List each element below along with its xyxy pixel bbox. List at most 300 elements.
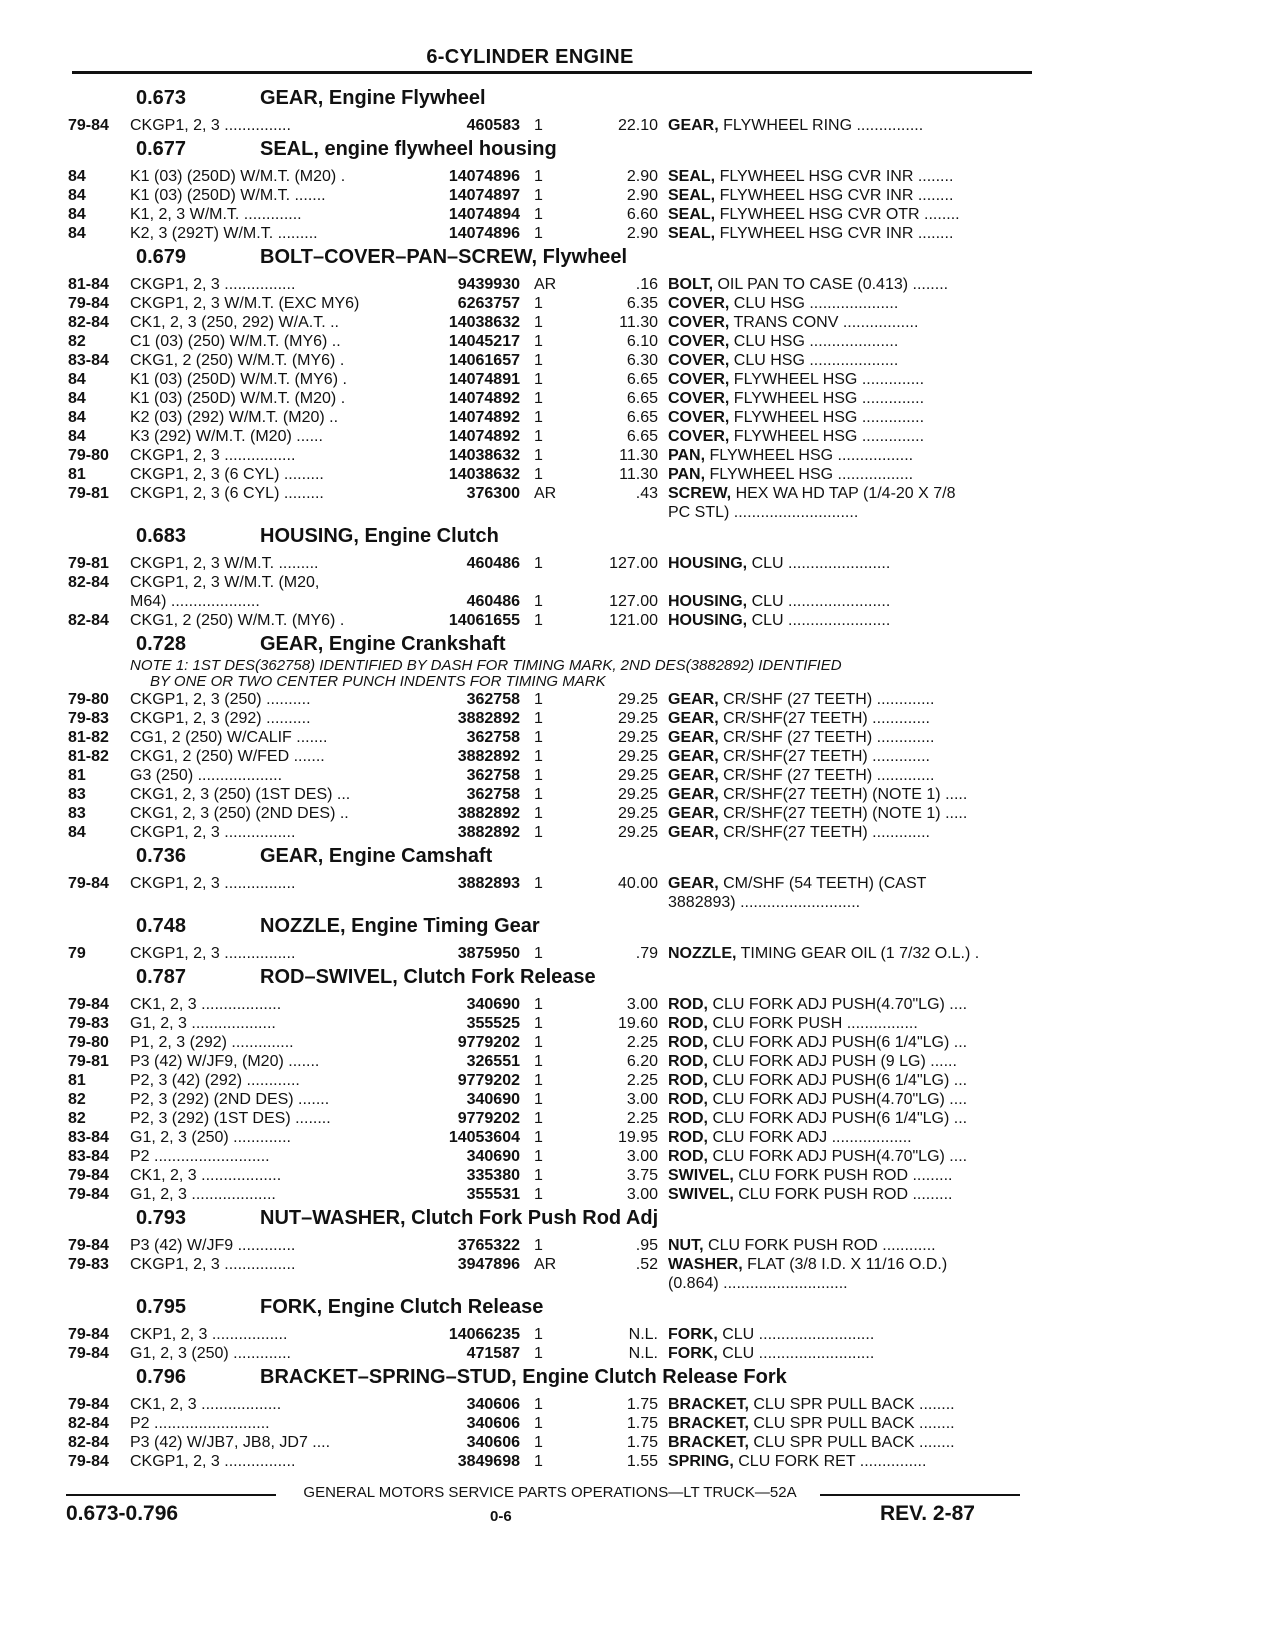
quantity: 1 bbox=[534, 1148, 543, 1165]
description bbox=[668, 874, 1034, 893]
description-detail: CLU FORK RET ............... bbox=[733, 1453, 927, 1470]
application: CKG1, 2, 3 (250) (2ND DES) .. bbox=[130, 805, 349, 822]
description-detail: FLYWHEEL HSG .............. bbox=[729, 371, 925, 388]
section-code: 0.793 bbox=[136, 1207, 187, 1229]
part-number: 14074896 bbox=[448, 168, 520, 185]
section-name: GEAR, Engine Camshaft bbox=[260, 845, 493, 867]
model-years: 81 bbox=[68, 767, 86, 784]
description-detail: CLU HSG .................... bbox=[729, 352, 899, 369]
part-number: 14074896 bbox=[448, 225, 520, 242]
description-detail: TRANS CONV ................. bbox=[729, 314, 919, 331]
description-detail: CLU FORK ADJ PUSH(6 1/4"LG) ... bbox=[708, 1034, 968, 1051]
model-years: 84 bbox=[68, 409, 86, 426]
parts-list bbox=[68, 84, 1034, 1471]
description-detail: FLYWHEEL HSG CVR INR ........ bbox=[715, 187, 954, 204]
part-number: 14061657 bbox=[448, 352, 520, 369]
model-years: 79-84 bbox=[68, 996, 109, 1013]
quantity: 1 bbox=[534, 206, 543, 223]
application: G1, 2, 3 (250) ............. bbox=[130, 1345, 291, 1362]
application: K1 (03) (250D) W/M.T. (M20) . bbox=[130, 390, 346, 407]
price: 6.35 bbox=[626, 295, 658, 312]
quantity: 1 bbox=[534, 729, 543, 746]
description-noun: BRACKET, bbox=[668, 1396, 749, 1413]
quantity: AR bbox=[534, 1256, 557, 1273]
description bbox=[668, 186, 1034, 205]
part-row bbox=[68, 1344, 1034, 1363]
part-row bbox=[68, 1185, 1034, 1204]
model-years: 84 bbox=[68, 824, 86, 841]
description-noun: BOLT, bbox=[668, 276, 714, 293]
price: 1.75 bbox=[626, 1434, 658, 1451]
part-row bbox=[68, 1109, 1034, 1128]
model-years: 84 bbox=[68, 371, 86, 388]
part-row bbox=[68, 573, 1034, 592]
model-years: 82 bbox=[68, 333, 86, 350]
description-detail: CR/SHF (27 TEETH) ............. bbox=[718, 767, 935, 784]
quantity: 1 bbox=[534, 1110, 543, 1127]
description-detail: CLU FORK ADJ PUSH(4.70"LG) .... bbox=[708, 996, 968, 1013]
part-number: 14074894 bbox=[448, 206, 520, 223]
application: P2, 3 (292) (2ND DES) ....... bbox=[130, 1091, 330, 1108]
part-row bbox=[68, 1033, 1034, 1052]
quantity: 1 bbox=[534, 1072, 543, 1089]
quantity: 1 bbox=[534, 352, 543, 369]
section-code: 0.796 bbox=[136, 1366, 187, 1388]
application: CKGP1, 2, 3 (6 CYL) ......... bbox=[130, 466, 324, 483]
description bbox=[668, 554, 1034, 573]
quantity: 1 bbox=[534, 824, 543, 841]
quantity: 1 bbox=[534, 1053, 543, 1070]
section-name: ROD–SWIVEL, Clutch Fork Release bbox=[260, 966, 596, 988]
part-row bbox=[68, 408, 1034, 427]
application: CKGP1, 2, 3 (6 CYL) ......... bbox=[130, 485, 324, 502]
description-detail: FLAT (3/8 I.D. X 11/16 O.D.) bbox=[742, 1256, 948, 1273]
description-noun: PAN, bbox=[668, 466, 706, 483]
section-code: 0.748 bbox=[136, 915, 187, 937]
section-header bbox=[68, 1296, 1034, 1321]
application: M64) .................... bbox=[130, 593, 260, 610]
application: P2 .......................... bbox=[130, 1415, 270, 1432]
quantity: 1 bbox=[534, 466, 543, 483]
description-noun: FORK, bbox=[668, 1345, 718, 1362]
description-noun: SWIVEL, bbox=[668, 1167, 734, 1184]
description-noun: ROD, bbox=[668, 1148, 708, 1165]
description-noun: SPRING, bbox=[668, 1453, 734, 1470]
footer-divider-right bbox=[820, 1494, 1020, 1496]
description-noun: SCREW, bbox=[668, 485, 732, 502]
part-number: 3849698 bbox=[457, 1453, 520, 1470]
part-number: 3947896 bbox=[457, 1256, 520, 1273]
model-years: 84 bbox=[68, 390, 86, 407]
price: 11.30 bbox=[619, 447, 658, 464]
description bbox=[668, 332, 1034, 351]
description-detail: FLYWHEEL HSG CVR OTR ........ bbox=[715, 206, 960, 223]
description bbox=[668, 611, 1034, 630]
description-noun: COVER, bbox=[668, 390, 730, 407]
price: .52 bbox=[635, 1256, 658, 1273]
part-row bbox=[68, 1071, 1034, 1090]
description-detail: CLU ....................... bbox=[747, 612, 891, 629]
description-noun: ROD, bbox=[668, 1053, 708, 1070]
description-noun: PAN, bbox=[668, 447, 706, 464]
part-row bbox=[68, 1090, 1034, 1109]
description-noun: SWIVEL, bbox=[668, 1186, 734, 1203]
part-row bbox=[68, 944, 1034, 963]
application: P3 (42) W/JF9, (M20) ....... bbox=[130, 1053, 320, 1070]
note-line: NOTE 1: 1ST DES(362758) IDENTIFIED BY DASH FOR TIMING MARK, 2ND DES(3882892) IDENTIFIED bbox=[130, 657, 842, 674]
description bbox=[668, 167, 1034, 186]
application: CKGP1, 2, 3 W/M.T. (M20, bbox=[130, 574, 320, 591]
model-years: 79-80 bbox=[68, 447, 109, 464]
model-years: 84 bbox=[68, 206, 86, 223]
price: 11.30 bbox=[619, 466, 658, 483]
part-number: 9779202 bbox=[457, 1110, 520, 1127]
description-detail: CR/SHF(27 TEETH) (NOTE 1) ..... bbox=[718, 786, 968, 803]
part-row bbox=[68, 224, 1034, 243]
application: CKG1, 2 (250) W/M.T. (MY6) . bbox=[130, 612, 345, 629]
description bbox=[668, 747, 1034, 766]
description bbox=[668, 1109, 1034, 1128]
section-name: NOZZLE, Engine Timing Gear bbox=[260, 915, 540, 937]
description-noun: WASHER, bbox=[668, 1256, 743, 1273]
model-years: 79-84 bbox=[68, 1396, 109, 1413]
description bbox=[668, 995, 1034, 1014]
description bbox=[668, 1433, 1034, 1452]
description-detail: CR/SHF (27 TEETH) ............. bbox=[718, 729, 935, 746]
part-row bbox=[68, 275, 1034, 294]
model-years: 82-84 bbox=[68, 314, 109, 331]
application: CK1, 2, 3 .................. bbox=[130, 996, 282, 1013]
description-noun: COVER, bbox=[668, 409, 730, 426]
description-detail: FLYWHEEL HSG CVR INR ........ bbox=[715, 225, 954, 242]
description bbox=[668, 446, 1034, 465]
model-years: 79-84 bbox=[68, 117, 109, 134]
part-number: 14074897 bbox=[448, 187, 520, 204]
description bbox=[668, 370, 1034, 389]
description-detail: CLU FORK ADJ PUSH(6 1/4"LG) ... bbox=[708, 1072, 968, 1089]
description-detail: CLU FORK ADJ PUSH(6 1/4"LG) ... bbox=[708, 1110, 968, 1127]
part-row-continuation bbox=[68, 893, 1034, 912]
quantity: 1 bbox=[534, 1326, 543, 1343]
description-noun: SEAL, bbox=[668, 187, 716, 204]
description bbox=[668, 1014, 1034, 1033]
model-years: 79-84 bbox=[68, 1237, 109, 1254]
description-detail: FLYWHEEL HSG ................. bbox=[705, 466, 914, 483]
model-years: 82 bbox=[68, 1091, 86, 1108]
price: 1.75 bbox=[626, 1415, 658, 1432]
quantity: 1 bbox=[534, 371, 543, 388]
price: 127.00 bbox=[609, 593, 658, 610]
part-number: 460583 bbox=[466, 117, 520, 134]
part-row-continuation bbox=[68, 503, 1034, 522]
part-row bbox=[68, 446, 1034, 465]
description-detail: OIL PAN TO CASE (0.413) ........ bbox=[713, 276, 949, 293]
part-row bbox=[68, 874, 1034, 893]
application: CKGP1, 2, 3 (292) .......... bbox=[130, 710, 311, 727]
description-detail: TIMING GEAR OIL (1 7/32 O.L.) . bbox=[736, 945, 980, 962]
quantity: 1 bbox=[534, 805, 543, 822]
part-row bbox=[68, 728, 1034, 747]
description-noun: GEAR, bbox=[668, 748, 719, 765]
part-number: 460486 bbox=[466, 593, 520, 610]
application: CKG1, 2 (250) W/M.T. (MY6) . bbox=[130, 352, 345, 369]
section-header bbox=[68, 1207, 1034, 1232]
application: G1, 2, 3 ................... bbox=[130, 1015, 276, 1032]
model-years: 79-83 bbox=[68, 1015, 109, 1032]
description-detail: FLYWHEEL HSG .............. bbox=[729, 390, 925, 407]
price: 29.25 bbox=[617, 786, 658, 803]
part-row bbox=[68, 995, 1034, 1014]
quantity: 1 bbox=[534, 447, 543, 464]
model-years: 83-84 bbox=[68, 1129, 109, 1146]
model-years: 81-82 bbox=[68, 748, 109, 765]
description-noun: HOUSING, bbox=[668, 555, 748, 572]
description-detail: CLU HSG .................... bbox=[729, 333, 899, 350]
model-years: 79-81 bbox=[68, 555, 109, 572]
price: 3.00 bbox=[626, 1186, 658, 1203]
model-years: 79-84 bbox=[68, 1186, 109, 1203]
price: 1.55 bbox=[626, 1453, 658, 1470]
quantity: 1 bbox=[534, 187, 543, 204]
quantity: 1 bbox=[534, 428, 543, 445]
quantity: 1 bbox=[534, 1453, 543, 1470]
quantity: 1 bbox=[534, 555, 543, 572]
description-noun: ROD, bbox=[668, 1091, 708, 1108]
application: CKGP1, 2, 3 ................ bbox=[130, 1256, 296, 1273]
description bbox=[668, 1185, 1034, 1204]
price: 127.00 bbox=[609, 555, 658, 572]
part-number: 14066235 bbox=[448, 1326, 520, 1343]
description-continuation: 3882893) ........................... bbox=[668, 894, 861, 911]
price: 19.60 bbox=[617, 1015, 658, 1032]
quantity: 1 bbox=[534, 295, 543, 312]
description-detail: CLU FORK ADJ PUSH(4.70"LG) .... bbox=[708, 1148, 968, 1165]
price: 2.90 bbox=[626, 168, 658, 185]
description-noun: COVER, bbox=[668, 314, 730, 331]
quantity: 1 bbox=[534, 1034, 543, 1051]
description-detail: CLU .......................... bbox=[717, 1345, 875, 1362]
application: K1 (03) (250D) W/M.T. ....... bbox=[130, 187, 326, 204]
part-row bbox=[68, 592, 1034, 611]
part-number: 3882892 bbox=[457, 824, 520, 841]
part-row-continuation bbox=[68, 1274, 1034, 1293]
description-noun: GEAR, bbox=[668, 875, 719, 892]
price: .79 bbox=[635, 945, 658, 962]
model-years: 79-81 bbox=[68, 485, 109, 502]
price: 2.25 bbox=[626, 1110, 658, 1127]
footer-publisher: GENERAL MOTORS SERVICE PARTS OPERATIONS—LT TRUCK—52A bbox=[303, 1484, 797, 1501]
application: P3 (42) W/JB7, JB8, JD7 .... bbox=[130, 1434, 331, 1451]
quantity: 1 bbox=[534, 1091, 543, 1108]
part-number: 14074892 bbox=[448, 428, 520, 445]
description-noun: FORK, bbox=[668, 1326, 718, 1343]
part-row bbox=[68, 205, 1034, 224]
description-detail: CR/SHF(27 TEETH) ............. bbox=[718, 824, 930, 841]
part-number: 355525 bbox=[466, 1015, 520, 1032]
description-noun: GEAR, bbox=[668, 117, 719, 134]
quantity: 1 bbox=[534, 612, 543, 629]
description bbox=[668, 785, 1034, 804]
model-years: 79-84 bbox=[68, 1167, 109, 1184]
description-noun: COVER, bbox=[668, 352, 730, 369]
model-years: 83 bbox=[68, 786, 86, 803]
part-number: 14038632 bbox=[448, 314, 520, 331]
description-noun: GEAR, bbox=[668, 786, 719, 803]
header-divider bbox=[72, 71, 1032, 74]
application: CKGP1, 2, 3 ................ bbox=[130, 276, 296, 293]
description-noun: SEAL, bbox=[668, 206, 716, 223]
part-row bbox=[68, 1452, 1034, 1471]
quantity: 1 bbox=[534, 117, 543, 134]
part-row bbox=[68, 766, 1034, 785]
description-noun: ROD, bbox=[668, 1072, 708, 1089]
part-row bbox=[68, 1014, 1034, 1033]
quantity: 1 bbox=[534, 168, 543, 185]
part-number: 340690 bbox=[466, 1091, 520, 1108]
price: N.L. bbox=[628, 1326, 658, 1343]
description-detail: CLU ....................... bbox=[747, 593, 891, 610]
description-detail: FLYWHEEL HSG ................. bbox=[705, 447, 914, 464]
price: 1.75 bbox=[626, 1396, 658, 1413]
footer-range: 0.673-0.796 bbox=[66, 1502, 179, 1525]
price: 29.25 bbox=[617, 805, 658, 822]
part-row bbox=[68, 427, 1034, 446]
quantity: 1 bbox=[534, 593, 543, 610]
price: 2.90 bbox=[626, 225, 658, 242]
description-detail: CLU FORK PUSH ROD ............ bbox=[703, 1237, 936, 1254]
model-years: 84 bbox=[68, 187, 86, 204]
description bbox=[668, 465, 1034, 484]
price: 19.95 bbox=[617, 1129, 658, 1146]
price: 6.65 bbox=[626, 390, 658, 407]
part-row bbox=[68, 1433, 1034, 1452]
model-years: 81-82 bbox=[68, 729, 109, 746]
quantity: 1 bbox=[534, 225, 543, 242]
part-number: 362758 bbox=[466, 767, 520, 784]
price: .16 bbox=[635, 276, 658, 293]
model-years: 82-84 bbox=[68, 612, 109, 629]
part-number: 14074891 bbox=[448, 371, 520, 388]
description bbox=[668, 294, 1034, 313]
model-years: 79-84 bbox=[68, 295, 109, 312]
description-noun: ROD, bbox=[668, 1129, 708, 1146]
part-row bbox=[68, 294, 1034, 313]
footer-divider-left bbox=[66, 1494, 276, 1496]
quantity: 1 bbox=[534, 1129, 543, 1146]
description-detail: HEX WA HD TAP (1/4-20 X 7/8 bbox=[731, 485, 956, 502]
model-years: 84 bbox=[68, 168, 86, 185]
description-noun: NOZZLE, bbox=[668, 945, 737, 962]
description bbox=[668, 408, 1034, 427]
price: 6.65 bbox=[626, 409, 658, 426]
part-number: 340606 bbox=[466, 1415, 520, 1432]
description-detail: FLYWHEEL RING ............... bbox=[718, 117, 924, 134]
part-number: 14038632 bbox=[448, 466, 520, 483]
quantity: 1 bbox=[534, 1237, 543, 1254]
application: K1, 2, 3 W/M.T. ............. bbox=[130, 206, 302, 223]
description-noun: SEAL, bbox=[668, 225, 716, 242]
application: CK1, 2, 3 (250, 292) W/A.T. .. bbox=[130, 314, 339, 331]
model-years: 82-84 bbox=[68, 1434, 109, 1451]
description-detail: CLU FORK ADJ .................. bbox=[708, 1129, 912, 1146]
quantity: 1 bbox=[534, 875, 543, 892]
part-number: 14061655 bbox=[448, 612, 520, 629]
application: CKG1, 2 (250) W/FED ....... bbox=[130, 748, 325, 765]
quantity: 1 bbox=[534, 390, 543, 407]
footer-page-number: 0-6 bbox=[490, 1508, 512, 1525]
price: 2.25 bbox=[626, 1072, 658, 1089]
quantity: 1 bbox=[534, 1345, 543, 1362]
description bbox=[668, 224, 1034, 243]
description bbox=[668, 351, 1034, 370]
price: 2.90 bbox=[626, 187, 658, 204]
part-row bbox=[68, 823, 1034, 842]
description-detail: CR/SHF(27 TEETH) (NOTE 1) ..... bbox=[718, 805, 968, 822]
price: 29.25 bbox=[617, 824, 658, 841]
description-detail: CR/SHF(27 TEETH) ............. bbox=[718, 748, 930, 765]
price: .43 bbox=[635, 485, 658, 502]
description-detail: FLYWHEEL HSG CVR INR ........ bbox=[715, 168, 954, 185]
part-row bbox=[68, 554, 1034, 573]
section-name: GEAR, Engine Flywheel bbox=[260, 87, 486, 109]
description bbox=[668, 1147, 1034, 1166]
application: K1 (03) (250D) W/M.T. (MY6) . bbox=[130, 371, 347, 388]
model-years: 79-84 bbox=[68, 875, 109, 892]
description bbox=[668, 728, 1034, 747]
quantity: 1 bbox=[534, 1415, 543, 1432]
section-header bbox=[68, 915, 1034, 940]
description-noun: COVER, bbox=[668, 428, 730, 445]
description-noun: GEAR, bbox=[668, 710, 719, 727]
model-years: 79 bbox=[68, 945, 86, 962]
description bbox=[668, 1452, 1034, 1471]
application: P2, 3 (42) (292) ............ bbox=[130, 1072, 300, 1089]
description bbox=[668, 944, 1034, 963]
price: 6.65 bbox=[626, 371, 658, 388]
section-header bbox=[68, 1366, 1034, 1391]
section-header bbox=[68, 845, 1034, 870]
model-years: 79-84 bbox=[68, 1326, 109, 1343]
quantity: 1 bbox=[534, 691, 543, 708]
section-code: 0.677 bbox=[136, 138, 187, 160]
description-noun: COVER, bbox=[668, 371, 730, 388]
section-code: 0.728 bbox=[136, 633, 187, 655]
description bbox=[668, 1166, 1034, 1185]
price: 6.60 bbox=[626, 206, 658, 223]
application: CKGP1, 2, 3 ................ bbox=[130, 447, 296, 464]
quantity: 1 bbox=[534, 786, 543, 803]
part-row bbox=[68, 1128, 1034, 1147]
application: CK1, 2, 3 .................. bbox=[130, 1396, 282, 1413]
quantity: 1 bbox=[534, 710, 543, 727]
description-detail: CR/SHF (27 TEETH) ............. bbox=[718, 691, 935, 708]
description-noun: GEAR, bbox=[668, 767, 719, 784]
application: G1, 2, 3 ................... bbox=[130, 1186, 276, 1203]
part-row bbox=[68, 1255, 1034, 1274]
description-detail: CLU .......................... bbox=[717, 1326, 875, 1343]
description bbox=[668, 1128, 1034, 1147]
application: CKGP1, 2, 3 ................ bbox=[130, 945, 296, 962]
model-years: 79-84 bbox=[68, 1453, 109, 1470]
description-detail: CLU FORK PUSH ROD ......... bbox=[733, 1167, 953, 1184]
part-row bbox=[68, 1147, 1034, 1166]
description-noun: HOUSING, bbox=[668, 612, 748, 629]
part-number: 340606 bbox=[466, 1434, 520, 1451]
part-number: 14045217 bbox=[448, 333, 520, 350]
quantity: 1 bbox=[534, 1396, 543, 1413]
part-number: 362758 bbox=[466, 786, 520, 803]
part-row bbox=[68, 1414, 1034, 1433]
